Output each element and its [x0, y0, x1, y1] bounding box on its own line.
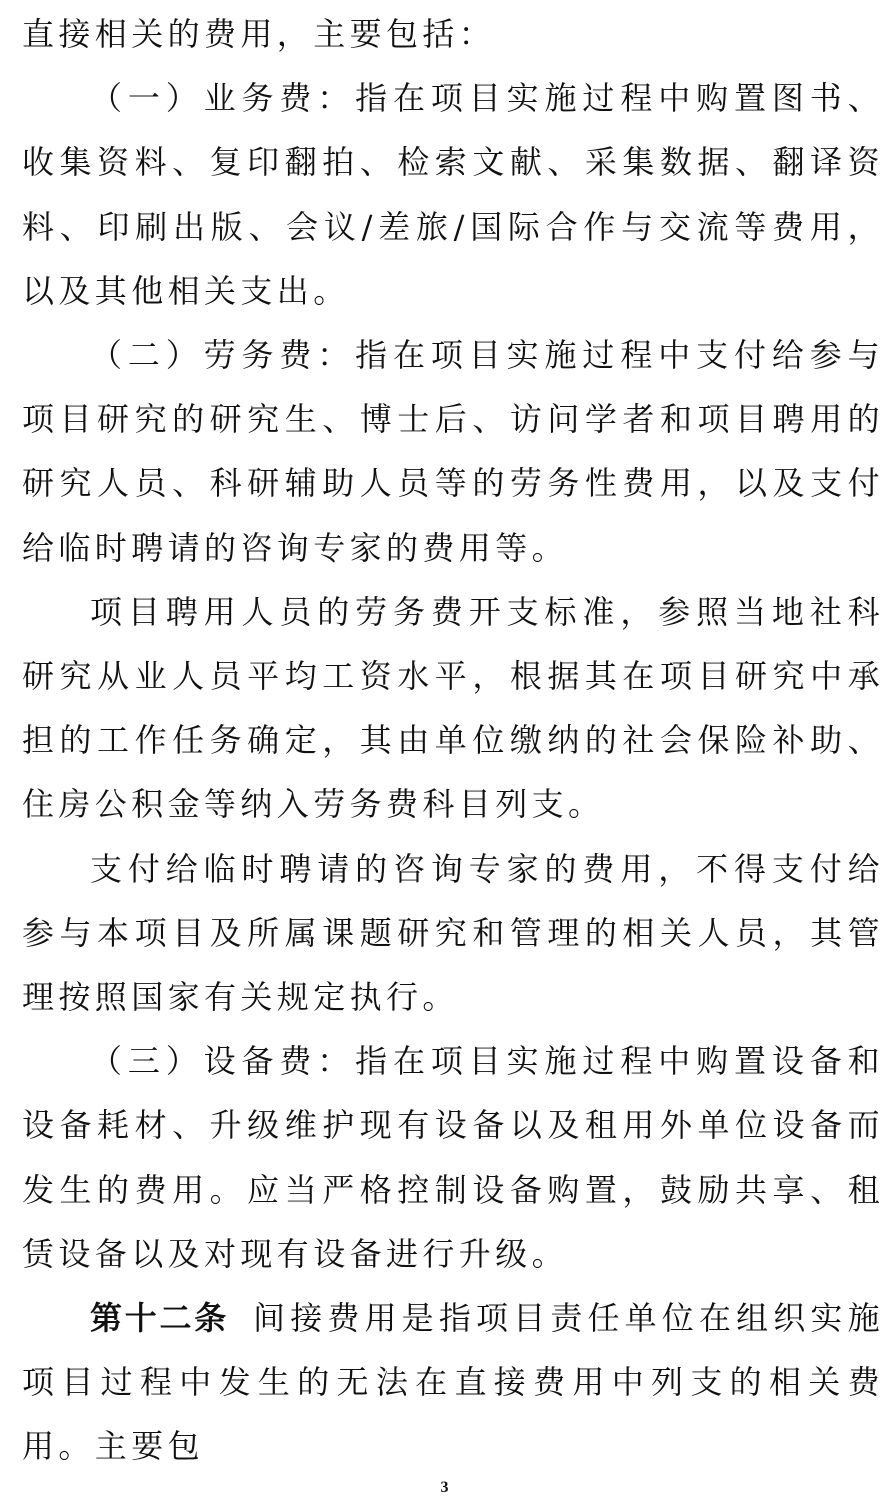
article-heading: 第十二条	[90, 1299, 230, 1338]
paragraph-expert-fees: 支付给临时聘请的咨询专家的费用，不得支付给参与本项目及所属课题研究和管理的相关人员，其管理按照国家有关规定执行。	[22, 849, 884, 1017]
paragraph-business-fees: （一）业务费：指在项目实施过程中购置图书、收集资料、复印翻拍、检索文献、采集数据、翻译资料、印刷出版、会议/差旅/国际合作与交流等费用，以及其他相关支出。	[22, 79, 884, 310]
paragraph-continuation: 直接相关的费用，主要包括：	[22, 15, 496, 53]
page-number: 3	[440, 1479, 449, 1496]
paragraph-labor-fees: （二）劳务费：指在项目实施过程中支付给参与项目研究的研究生、博士后、访问学者和项目聘用的研究人员、科研辅助人员等的劳务性费用，以及支付给临时聘请的咨询专家的费用等。	[22, 336, 884, 567]
article-text: 间接费用是指项目责任单位在组织实施项目过程中发生的无法在直接费用中列支的相关费用。主要包	[22, 1299, 884, 1466]
paragraph-labor-standard: 项目聘用人员的劳务费开支标准，参照当地社科研究从业人员平均工资水平，根据其在项目研究中承担的工作任务确定，其由单位缴纳的社会保险补助、住房公积金等纳入劳务费科目列支。	[22, 592, 884, 824]
paragraph-equipment-fees: （三）设备费：指在项目实施过程中购置设备和设备耗材、升级维护现有设备以及租用外单位设备而发生的费用。应当严格控制设备购置，鼓励共享、租赁设备以及对现有设备进行升级。	[22, 1042, 884, 1273]
document-body	[22, 2, 884, 1479]
article-twelve	[22, 1286, 884, 1479]
